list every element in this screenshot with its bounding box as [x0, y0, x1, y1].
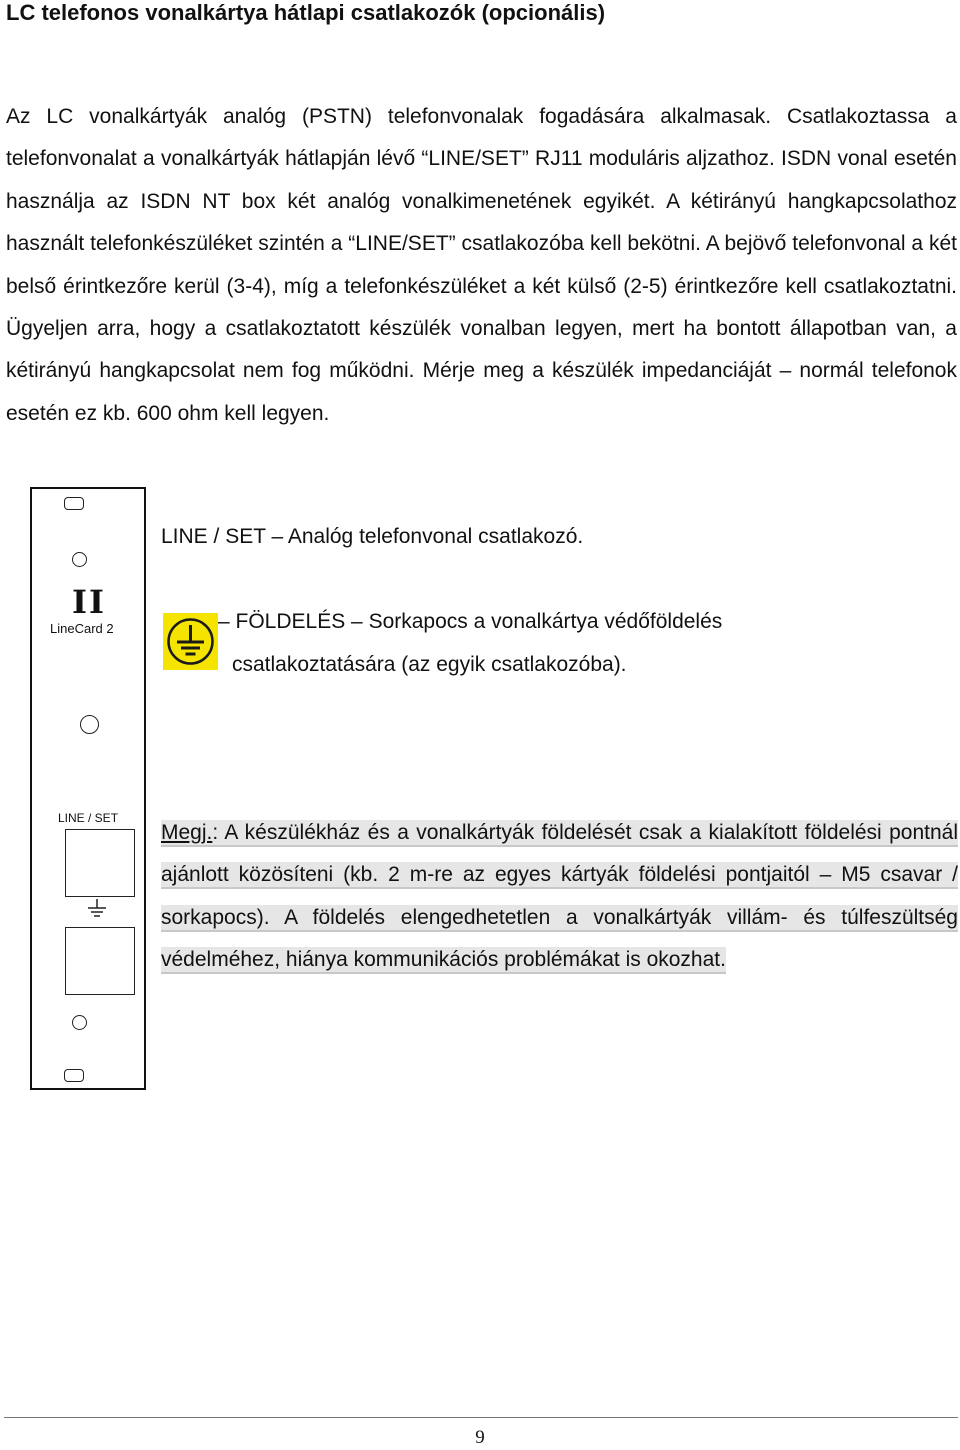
ground-description-line1: – FÖLDELÉS – Sorkapocs a vonalkártya védőföldelés [218, 610, 723, 633]
line-set-port-label: LINE / SET [58, 811, 119, 825]
bottom-screw-hole [72, 1015, 87, 1030]
ground-terminal [65, 927, 135, 995]
line-set-description: LINE / SET – Analóg telefonvonal csatlakozó. [161, 525, 584, 548]
note-text: : A készülékház és a vonalkártyák földelését csak a kialakított földelési pontnál ajánlott közösíteni (kb. 2 m-re az egyes kártyák földelési pontjaitól – M5 csavar / sorkapocs). A földelés elengedhetetlen a vonalkártyák villám- és túlfeszültség védelméhez, hiánya kommunikációs problémákat is okozhat. [161, 821, 958, 972]
top-screw-hole [72, 552, 87, 567]
intro-paragraph: Az LC vonalkártyák analóg (PSTN) telefonvonalak fogadására alkalmasak. Csatlakoztassa a telefonvonalat a vonalkártyák hátlapján lévő “LINE/SET” RJ11 moduláris aljzathoz. ISDN vonal esetén használja az ISDN NT box két analóg vonalkimenetének egyikét. A kétirányú hangkapcsolathoz használt telefonkészüléket szintén a “LINE/SET” csatlakozóba kell bekötni. A bejövő telefonvonal a két belső érintkezőre kerül (3-4), míg a telefonkészüléket a két külső (2-5) érintkezőre kell csatlakoztatni. Ügyeljen arra, hogy a csatlakoztatott készülék vonalban legyen, mert ha bontott állapotban van, a kétirányú hangkapcsolat nem fog működni. Mérje meg a készülék impedanciáját – normál telefonok esetén ez kb. 600 ohm kell legyen. [6, 105, 957, 425]
bottom-mounting-slot [64, 1069, 84, 1082]
protective-earth-icon [163, 613, 218, 670]
line-set-port [65, 829, 135, 897]
footer-divider [4, 1417, 958, 1418]
card-number: II [72, 583, 106, 621]
page-title: LC telefonos vonalkártya hátlapi csatlakozók (opcionális) [6, 0, 606, 25]
note-label: Megj. [161, 821, 213, 844]
ground-description-line2: csatlakoztatására (az egyik csatlakozóba). [232, 653, 627, 676]
linecard-back-panel [30, 487, 146, 1090]
ground-description [218, 600, 868, 686]
middle-screw-hole [80, 715, 99, 734]
page-number: 9 [475, 1427, 485, 1448]
card-name-label: LineCard 2 [50, 621, 114, 636]
top-mounting-slot [64, 497, 84, 510]
note-paragraph [161, 812, 958, 982]
earth-icon [86, 899, 108, 919]
